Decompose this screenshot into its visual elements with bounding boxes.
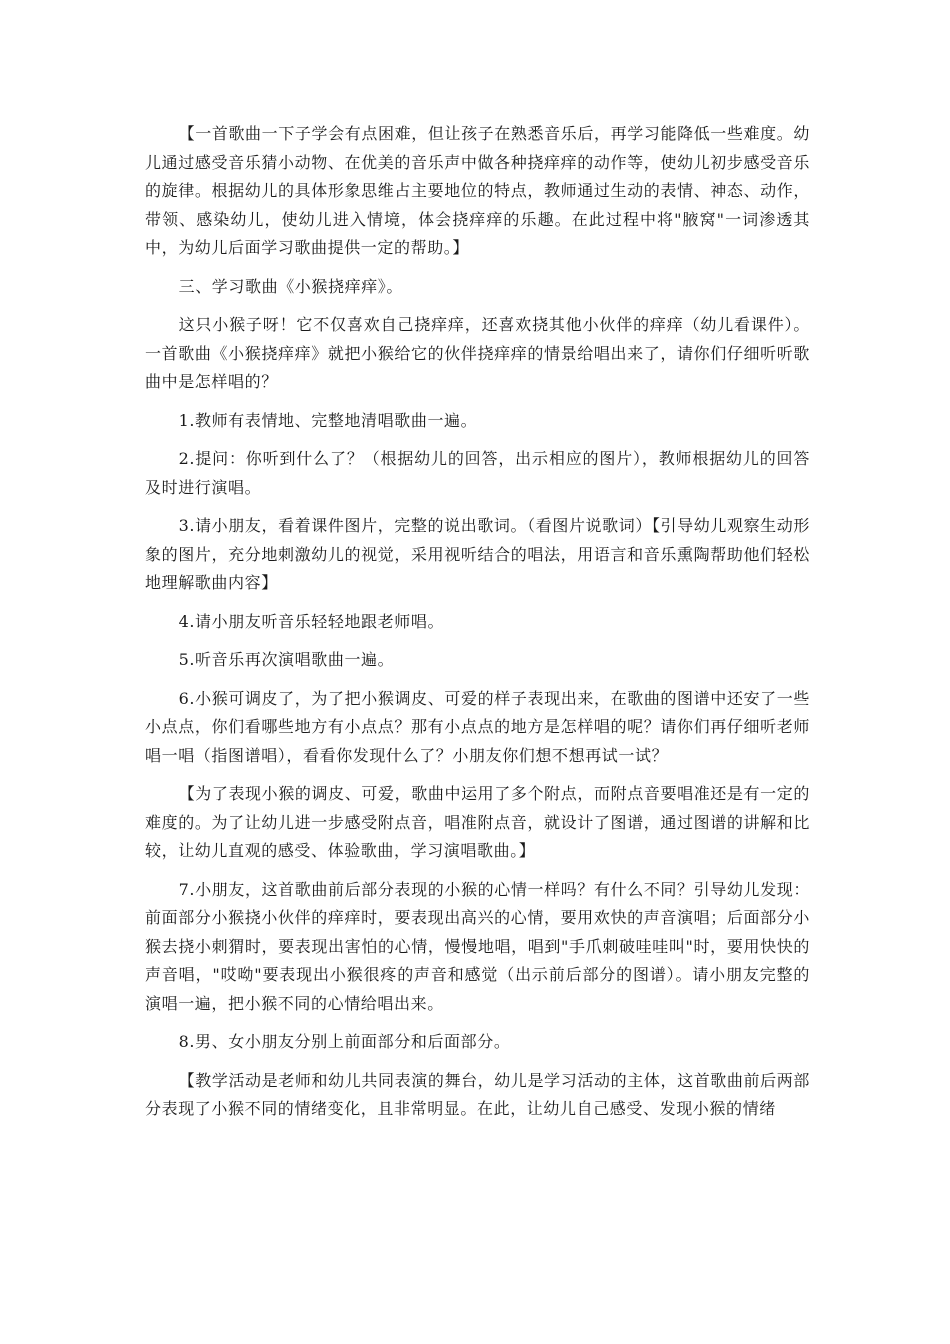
- section-heading-learn-song: 三、学习歌曲《小猴挠痒痒》。: [178, 276, 403, 296]
- paragraph-rationale-3: 【教学活动是老师和幼儿共同表演的舞台，幼儿是学习活动的主体，这首歌曲前后两部分表现了小猴不同的情绪变化，且非常明显。在此，让幼儿自己感受、发现小猴的情绪: [145, 1070, 810, 1118]
- step-7: 7.小朋友，这首歌曲前后部分表现的小猴的心情一样吗？有什么不同？引导幼儿发现：前面部分小猴挠小伙伴的痒痒时，要表现出高兴的心情，要用欢快的声音演唱；后面部分小猴去挠小刺猬时，要表现出害怕的心情，慢慢地唱，唱到"手爪刺破哇哇叫"时，要用快快的声音唱，"哎呦"要表现出小猴很疼的声音和感觉（出示前后部分的图谱）。请小朋友完整的演唱一遍，把小猴不同的心情给唱出来。: [145, 879, 810, 1013]
- step-2: 2.提问：你听到什么了？（根据幼儿的回答，出示相应的图片），教师根据幼儿的回答及时进行演唱。: [145, 449, 810, 497]
- paragraph-rationale-2: 【为了表现小猴的调皮、可爱，歌曲中运用了多个附点，而附点音要唱准还是有一定的难度的。为了让幼儿进一步感受附点音，唱准附点音，就设计了图谱，通过图谱的讲解和比较，让幼儿直观的感受、体验歌曲，学习演唱歌曲。】: [145, 784, 810, 860]
- paragraph-intro-song: 这只小猴子呀！它不仅喜欢自己挠痒痒，还喜欢挠其他小伙伴的痒痒（幼儿看课件）。一首歌曲《小猴挠痒痒》就把小猴给它的伙伴挠痒痒的情景给唱出来了，请你们仔细听听歌曲中是怎样唱的？: [145, 315, 810, 391]
- step-5: 5.听音乐再次演唱歌曲一遍。: [178, 650, 395, 669]
- document-body: [145, 120, 810, 1134]
- step-8: 8.男、女小朋友分别上前面部分和后面部分。: [178, 1032, 511, 1051]
- paragraph-rationale-1: 【一首歌曲一下子学会有点困难，但让孩子在熟悉音乐后，再学习能降低一些难度。幼儿通过感受音乐猜小动物、在优美的音乐声中做各种挠痒痒的动作等，使幼儿初步感受音乐的旋律。根据幼儿的具体形象思维占主要地位的特点，教师通过生动的表情、神态、动作，带领、感染幼儿，使幼儿进入情境，体会挠痒痒的乐趣。在此过程中将"腋窝"一词渗透其中，为幼儿后面学习歌曲提供一定的帮助。】: [145, 124, 810, 257]
- step-3: 3.请小朋友，看着课件图片，完整的说出歌词。（看图片说歌词）【引导幼儿观察生动形象的图片，充分地刺激幼儿的视觉，采用视听结合的唱法，用语言和音乐熏陶帮助他们轻松地理解歌曲内容】: [145, 516, 810, 592]
- step-4: 4.请小朋友听音乐轻轻地跟老师唱。: [178, 611, 445, 631]
- step-6: 6.小猴可调皮了，为了把小猴调皮、可爱的样子表现出来，在歌曲的图谱中还安了一些小点点，你们看哪些地方有小点点？那有小点点的地方是怎样唱的呢？请你们再仔细听老师唱一唱（指图谱唱），看看你发现什么了？小朋友你们想不想再试一试？: [145, 688, 810, 765]
- step-1: 1.教师有表情地、完整地清唱歌曲一遍。: [178, 410, 478, 430]
